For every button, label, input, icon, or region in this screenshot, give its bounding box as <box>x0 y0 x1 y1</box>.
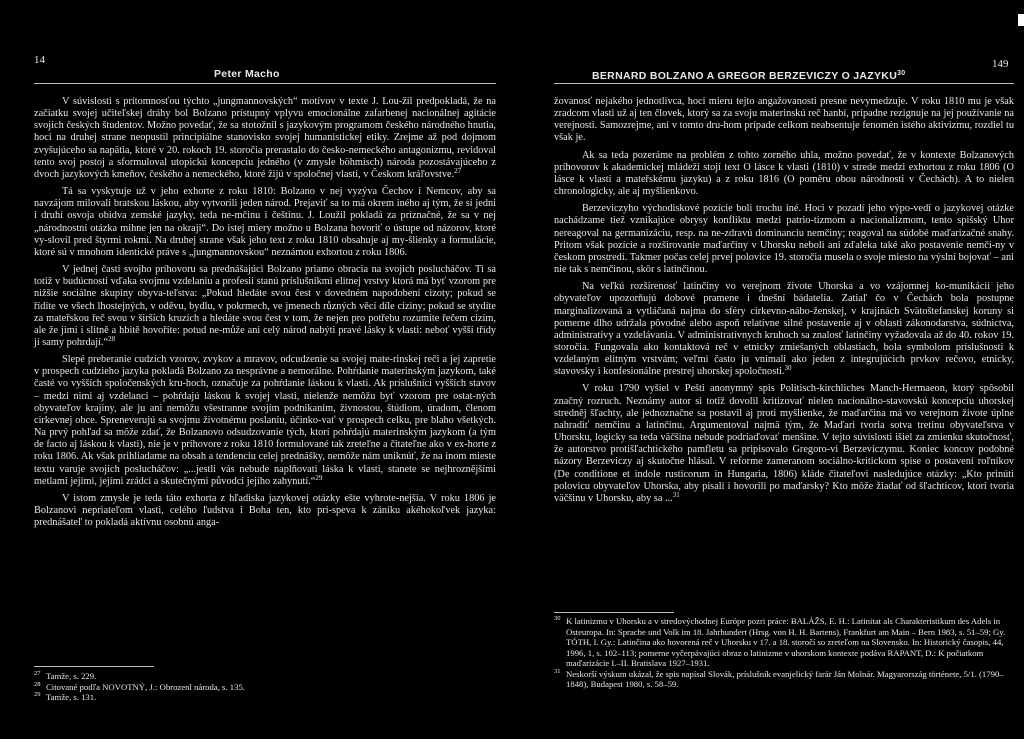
paragraph: Berzeviczyho východiskové pozície boli trochu iné. Hoci v pozadí jeho výpo-vedí o jazykovej otázke nachádzame tiež vznikajúce obrysy konfliktu medzi patrio-tizmom a nacionalizmom, tento spišský Uhor nereagoval na germanizáciu, resp. na ne-zdravú dominanciu nemčiny; reagoval na súdobé maďarizačné snahy. Pritom však pozície a rozširovanie maďarčiny v Uhorsku neboli ani zďaleka také ako postavenie nemči-ny v českom prostredí. Takmer počas celej prvej polovice 19. storočia musela o svoje miesto na výslní bojovať – ani nie tak s nemčinou, skôr s latinčinou. <box>554 203 1014 276</box>
footnote: $^{29}$ Tamže, s. 131. <box>34 691 97 702</box>
header-rule-right <box>554 83 1014 84</box>
footnote-rule-right <box>554 612 674 613</box>
paragraph: V súvislosti s prítomnosťou týchto „jungmannovských“ motívov v texte J. Lou-žil predpokladá, že na začiatku svojej učiteľskej dráhy bol Bolzano prístupný vplyvu emocionálne zafarbenej nacionálnej agitácie svojich českých študentov. Možno povedať, že sa stotožnil s jazykovým programom českého národného hnutia, hoci na druhej strane neopustil principiálne stanovisko svojej humanistickej etiky. Zrejme až pod dojmom zvyšujúceho sa napätia, ktoré v 20. rokoch 19. storočia prerastalo do česko-nemeckého antagonizmu, revidoval tento svoj postoj a sformuloval utopickú koncepciu jedného (v zmysle böhmisch) národa pozostávajúceho z dvoch jazykových kmeňov, českého a nemeckého, ktoré žijú v spoločnej vlasti, v Českom kráľovstve.$^{27}$ <box>34 96 496 180</box>
paragraph: Tá sa vyskytuje už v jeho exhorte z roku 1810: Bolzano v nej vyzýva Čechov i Nemcov, aby sa navzájom milovali bratskou láskou, aby vytvorili jeden národ. Prejaviť sa to má okrem iného aj tým, že si jedni i druhí osvoja obidva zemské jazyky, teda ne-mčinu i češtinu. J. Loužil pokladá za príznačné, že sa v nej „národnostní otázka mihne jen na okraji“. Do istej miery možno u Bolzana hovoriť o ústupe od názorov, ktoré vy-slovil pred štyrmi rokmi. Na druhej strane však jeho text z roku 1810 obsahuje aj my-šlienky a formulácie, ktoré sú v mnohom identické práve s „jungmannovskou“ neznámou exhortou z roku 1806. <box>34 186 496 258</box>
footnotes-left <box>34 671 496 703</box>
page-number-right: 149 <box>992 58 1009 70</box>
footnote: $^{30}$ K latinizmu v Uhorsku a v stredovýchodnej Európe pozri práce: BALÁŽS, E. H.: Latinitat als Charakteristikum des Adels in Osteuropa. In: Sprache und Volk im 18. Jahrhundert (Hrsg. von H. H. Bartens), Frankfurt am Main – Bern 1983, s. 51–59; Gy. TÓTH, I. Gy.: Latinčina ako hovorená reč v Uhorsku v 17. a 18. storočí so zreteľom na Slovensko. In: Historický časopis, 44, 1996, 1, s. 102–113; pomerne vyčerpávajúci obraz o latinizme v uhorskom kontexte podáva RAPANT, D.: K počiatkom maďarizácie I.–II. Bratislava 1927–1931. <box>554 615 1006 668</box>
body-text-left <box>34 96 496 534</box>
footnote-rule-left <box>34 666 154 667</box>
page-number-left: 14 <box>34 54 45 66</box>
paragraph: Slepé preberanie cudzích vzorov, zvykov a mravov, odcudzenie sa svojej mate-rinskej reči a jej zapretie v prospech cudzieho jazyka pokladá Bolzano za nesprávne a nemorálne. Pohŕdanie materinským jazykom, také časté vo vyšších spoločenských kru-hoch, označuje za pohŕdanie láskou k vlasti. Ak príslušníci vyšších stavov – medzi nimi aj vzdelanci – pohŕdajú láskou k svojej vlasti, nielenže nemôžu byť vzorom pre ostat-ných obyvateľov krajiny, ale ju ani nemôžu všestranne svojím podnikaním, živnostou, štúdiom, úradom, členom cirkevnej obce. Spreneverujú sa svojmu životnému poslaniu, účinko-vať v prospech celku, pre blaho všetkých. Na prvý pohľad sa môže zdať, že Bolzanovo odsudzovanie tých, ktorí pohŕdajú materinským jazykom (a tým de facto aj láskou k vlasti), nie je v príhovore z roku 1810 formulované tak zreteľne a čitateľne ako v ex-horte z roku 1806. Ak však prihliadame na obsah a tendenciu celej prednášky, nemôže nám uniknúť, že na inom mieste textu varuje svojich poslucháčov: „...jestli vás nebude naplňovati láska k vlasti, stanete se nejhroznějšími metlami jejími, jejími zrádci a skutečnými původci jejího zahynutí.“$^{29}$ <box>34 354 496 487</box>
paragraph: V roku 1790 vyšiel v Pešti anonymný spis Politisch-kirchliches Manch-Hermaeon, ktorý spôsobil značný rozruch. Neznámy autor si totiž dovolil kritizovať nielen nacionálno-stavovskú koncepciu uhorskej stredněj šľachty, ale jednoznačne sa postavil aj proti myšlienke, že maďarčina má vo verejnom živote úplne nahradiť nemčinu a latinčinu. Argumentoval najmä tým, že Maďari tvoria sotva tretinu obyvateľstva v Uhorsku, logicky sa teda väčšina nebude podriaďovať menšine. V tejto súvislosti išiel za zmienku skutočnosť, že autorstvo protišľachtického pamfletu sa pripisovalo Gregoro-vi Berzeviczymu. Koniec koncov podobné názory Berzeviczy aj skutočne hlásal. V reforme zameranom sociálno-kritickom spise o postavení roľníkov (De conditione et indole rusticorum in Hungaria, 1806) kláde čitateľovi nasledujúce otázky: „Kto prinúti polovicu obyvateľov Uhorska, aby písali i hovorili po maďarsky? Kto môže žiadať od šľachticov, ktorí tvoria väčšinu v Uhorsku, aby sa ...$^{31}$ <box>554 383 1014 504</box>
running-header-left: Peter Macho <box>214 68 280 80</box>
paragraph: žovanosť nejakého jednotlivca, hoci mieru tejto angažovanosti presne nevymedzuje. V roku 1810 mu je však zradcom vlasti už aj ten človek, ktorý sa za svoju materinskú reč hanbí, prípadne rezignuje na jej používanie na verejnosti. Samozrejme, ani v tomto dru-hom prípade celkom neabsentuje fenomén istého aktivizmu, rozdiel tu však je. <box>554 96 1014 144</box>
paragraph: Na veľkú rozšírenosť latinčiny vo verejnom živote Uhorska a vo vzájomnej ko-munikácii jeho obyvateľov upozorňujú dobové pramene i dnešní bádatelia. Zatiaľ čo v Čechách bola postupne marginalizovaná a vytláčaná najma do sféry cirkevno-nábo-ženskej, v krajinách Svätoštefanskej koruny si pomerne dlho udržala pôvodné alebo aspoň relatívne silné postavenie aj v oblasti zákonodarstva, súdnictva, administratívy a vzdelávania. V administratívnych kruhoch sa znalosť latinčiny vyžadovala až do 40. rokov 19. storočia. Fungovala ako kontaktová reč v etnicky zmiešaných oblastiach, bola symbolom príslušnosti k vzdelaným elitným vrstvám; veľmi často ju vnímali ako jeden z integrujúcich prvkov rečovo, etnicky, stavovsky i konfesionálne prestrej uhorskej spoločnosti.$^{30}$ <box>554 281 1014 378</box>
footnote: $^{31}$ Neskorší výskum ukázal, že spis napísal Slovák, príslušník evanjelický farár Ján Molnár. Magyarország története, 5/1. (1790–1848), Budapest 1980, s. 58–59. <box>554 667 1004 689</box>
right-page <box>512 0 1024 739</box>
paragraph: Ak sa teda pozeráme na problém z tohto zorného uhla, možno povedať, že v kontexte Bolzanových príhovorov k akademickej mládeži stojí text O lásce k vlasti (1810) v strede medzi exhortou z roku 1806 (O lásce k vlasti a mateřskému jazyku) a z roku 1816 (O poměru obou národnosti v Čechách). A to nielen chronologicky, ale aj myšlienkovo. <box>554 149 1014 198</box>
running-header-right: BERNARD BOLZANO A GREGOR BERZEVICZY O JAZYKU$^{30}$ <box>592 70 906 82</box>
footnote: $^{27}$ Tamže, s. 229. <box>34 670 97 681</box>
footnotes-right <box>554 616 1014 690</box>
scan-edge-mark <box>1018 14 1024 26</box>
body-text-right <box>554 96 1014 510</box>
paragraph: V istom zmysle je teda táto exhorta z hľadiska jazykovej otázky ešte vyhrote-nejšia. V roku 1806 je Bolzanovi nepriateľom vlasti, celého ľudstva i Boha ten, kto pri-speva k zániku akéhokoľvek jazyka: prednášateľ to pokladá aktívnu osobnú anga- <box>34 492 496 529</box>
header-rule-left <box>34 83 496 84</box>
paragraph: V jednej časti svojho príhovoru sa prednášajúci Bolzano priamo obracia na svojich poslucháčov. Ti sa totiž v budúcnosti vďaka svojmu vzdelaniu a profesii stanú príslušníkmi elitnej vrstvy ktorá má byť vzorom pre nižšie sociálne skupiny obyva-teľstva: „Pokud hledáte svou čest v dovedném napodobení cizoty; pokud se řídíte ve všech lhostejných, v oděvu, bydlu, v pokrmech, ve jmenech různých věcí díle ciziny; pokud se stydíte za mateřskou řeč svou v širších kruzích a hledáte svou čest v tom, že nejen pro potřebu rozumíte řečem cizím, ale že jimi i slitně a hbitě hovoříte: potud ne-může ani celý národ nabýti pravé lásky k vlasti: neboť vyšší třídy jí samy pohrdají.“$^{28}$ <box>34 264 496 348</box>
footnote: $^{28}$ Citované podľa NOVOTNÝ, J.: Obrozenl národa, s. 135. <box>34 680 245 692</box>
